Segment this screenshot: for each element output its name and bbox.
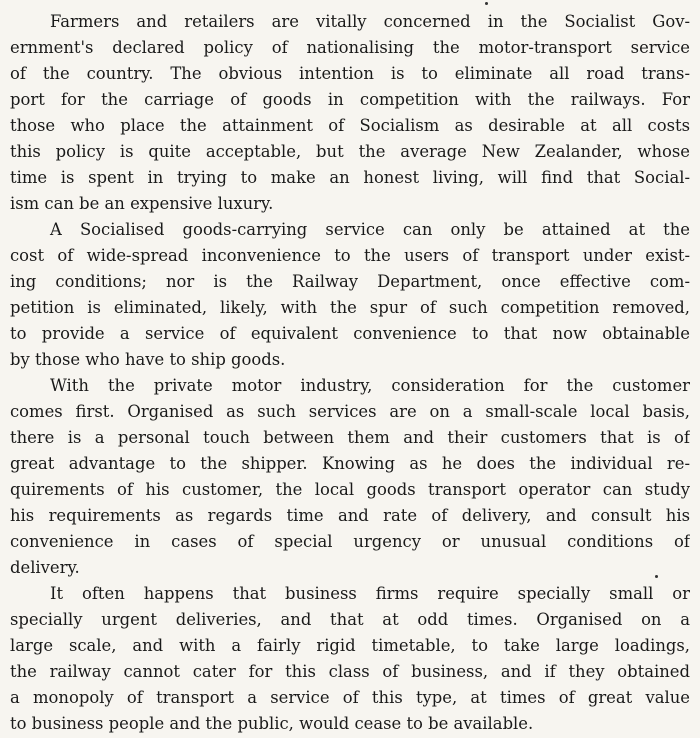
text-line: It often happens that business firms require specially small or — [50, 584, 690, 603]
print-speck — [485, 2, 488, 5]
paragraph-4 — [10, 581, 690, 737]
text-line: to provide a service of equivalent convenience to that now obtainable — [10, 324, 690, 343]
article-text — [10, 9, 690, 737]
text-line: cost of wide-spread inconvenience to the users of transport under exist- — [10, 246, 690, 265]
text-line: there is a personal touch between them and their customers that is of — [10, 428, 690, 447]
text-line: ernment's declared policy of nationalising the motor-transport service — [10, 38, 690, 57]
text-line: delivery. — [10, 558, 80, 577]
text-line: his requirements as regards time and rate of delivery, and consult his — [10, 506, 690, 525]
paragraph-2 — [10, 217, 690, 373]
text-line: the railway cannot cater for this class of business, and if they obtained — [10, 662, 690, 681]
print-speck — [655, 575, 658, 578]
text-line: large scale, and with a fairly rigid timetable, to take large loadings, — [10, 636, 690, 655]
text-line: a monopoly of transport a service of this type, at times of great value — [10, 688, 690, 707]
text-line: ing conditions; nor is the Railway Department, once effective com- — [10, 272, 690, 291]
text-line: specially urgent deliveries, and that at odd times. Organised on a — [10, 610, 690, 629]
text-line: petition is eliminated, likely, with the spur of such competition removed, — [10, 298, 690, 317]
text-line: time is spent in trying to make an honest living, will find that Social- — [10, 168, 690, 187]
text-line: comes first. Organised as such services are on a small-scale local basis, — [10, 402, 690, 421]
text-line: convenience in cases of special urgency or unusual conditions of — [10, 532, 690, 551]
text-line: ism can be an expensive luxury. — [10, 194, 274, 213]
text-line: of the country. The obvious intention is to eliminate all road trans- — [10, 64, 690, 83]
paragraph-3 — [10, 373, 690, 581]
paragraph-1 — [10, 9, 690, 217]
text-line: A Socialised goods-carrying service can only be attained at the — [50, 220, 690, 239]
text-line: port for the carriage of goods in competition with the railways. For — [10, 90, 690, 109]
text-line: Farmers and retailers are vitally concerned in the Socialist Gov- — [50, 12, 690, 31]
text-line: this policy is quite acceptable, but the average New Zealander, whose — [10, 142, 690, 161]
text-line: by those who have to ship goods. — [10, 350, 286, 369]
text-line: With the private motor industry, consideration for the customer — [50, 376, 690, 395]
text-line: those who place the attainment of Socialism as desirable at all costs — [10, 116, 690, 135]
text-line: quirements of his customer, the local goods transport operator can study — [10, 480, 690, 499]
text-line: to business people and the public, would cease to be available. — [10, 714, 534, 733]
text-line: great advantage to the shipper. Knowing as he does the individual re- — [10, 454, 690, 473]
